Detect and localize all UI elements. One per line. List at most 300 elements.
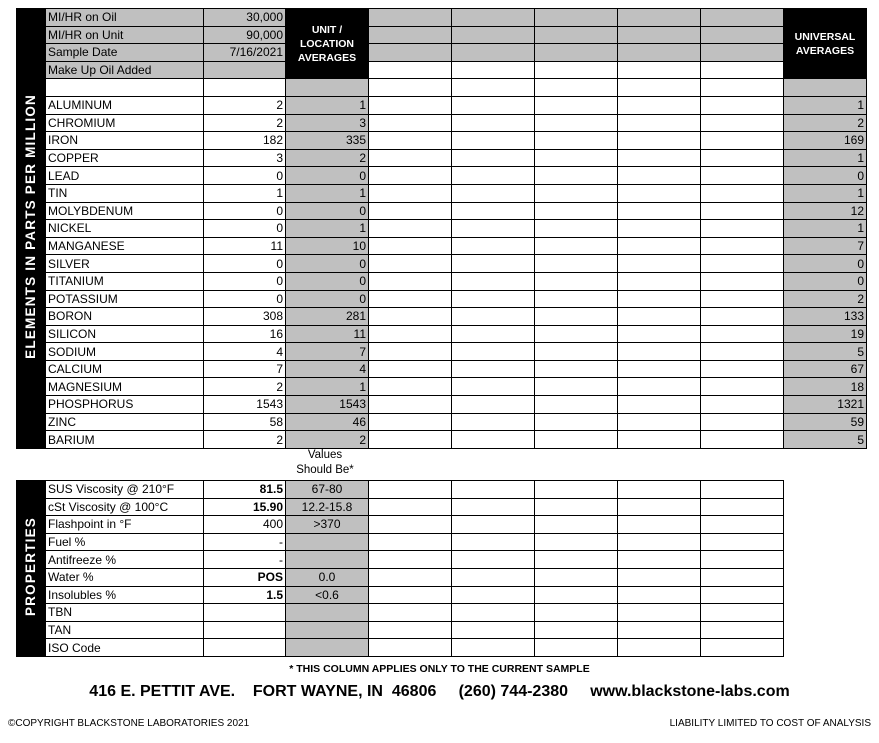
element-row: [17, 396, 867, 414]
property-name: Insolubles %: [46, 586, 204, 604]
empty-cell: [452, 290, 535, 308]
empty-cell: [452, 61, 535, 79]
property-name: Flashpoint in °F: [46, 516, 204, 534]
element-value: 58: [204, 413, 286, 431]
empty-cell: [452, 114, 535, 132]
empty-cell: [618, 396, 701, 414]
element-value: 7: [204, 360, 286, 378]
empty-cell: [701, 639, 784, 657]
empty-cell: [369, 639, 452, 657]
element-universal-average: 18: [784, 378, 867, 396]
empty-cell: [46, 79, 204, 97]
property-name: Water %: [46, 568, 204, 586]
empty-cell: [369, 290, 452, 308]
empty-cell: [452, 533, 535, 551]
element-name: ALUMINUM: [46, 96, 204, 114]
empty-cell: [618, 604, 701, 622]
element-unit-average: 11: [286, 325, 369, 343]
header-value: [204, 61, 286, 79]
header-label: Sample Date: [46, 44, 204, 62]
property-should-be: [286, 621, 369, 639]
header-label: Make Up Oil Added: [46, 61, 204, 79]
header-label: MI/HR on Oil: [46, 9, 204, 27]
empty-cell: [618, 431, 701, 449]
empty-cell: [535, 378, 618, 396]
property-row: [17, 639, 784, 657]
footnote: * THIS COLUMN APPLIES ONLY TO THE CURRENT SAMPLE: [289, 663, 590, 675]
empty-cell: [618, 360, 701, 378]
empty-cell: [701, 167, 784, 185]
empty-cell: [452, 516, 535, 534]
element-universal-average: 133: [784, 308, 867, 326]
property-row: [17, 533, 784, 551]
empty-cell: [369, 431, 452, 449]
element-unit-average: 0: [286, 272, 369, 290]
element-universal-average: 1321: [784, 396, 867, 414]
empty-cell: [452, 202, 535, 220]
empty-cell: [618, 114, 701, 132]
element-universal-average: 1: [784, 96, 867, 114]
element-row: [17, 272, 867, 290]
empty-cell: [618, 167, 701, 185]
empty-cell: [369, 308, 452, 326]
empty-cell: [452, 413, 535, 431]
element-value: 4: [204, 343, 286, 361]
element-row: [17, 308, 867, 326]
property-row: [17, 498, 784, 516]
empty-cell: [369, 586, 452, 604]
element-value: 0: [204, 290, 286, 308]
element-row: [17, 360, 867, 378]
empty-cell: [452, 149, 535, 167]
properties-side-label-cell: [17, 481, 46, 657]
element-name: BORON: [46, 308, 204, 326]
elements-side-label-cell: [17, 9, 46, 449]
element-value: 0: [204, 167, 286, 185]
empty-cell: [535, 272, 618, 290]
elements-side-label: ELEMENTS IN PARTS PER MILLION: [23, 94, 38, 359]
element-value: 2: [204, 378, 286, 396]
properties-side-label: PROPERTIES: [23, 516, 38, 616]
property-name: Fuel %: [46, 533, 204, 551]
empty-cell: [618, 61, 701, 79]
empty-cell: [369, 9, 452, 27]
element-universal-average: 1: [784, 220, 867, 238]
empty-cell: [618, 255, 701, 273]
unit-location-header: UNIT / LOCATION AVERAGES: [286, 9, 369, 79]
empty-cell: [535, 533, 618, 551]
empty-cell: [535, 604, 618, 622]
empty-cell: [701, 96, 784, 114]
empty-cell: [535, 516, 618, 534]
property-name: TBN: [46, 604, 204, 622]
empty-cell: [701, 26, 784, 44]
element-unit-average: 2: [286, 149, 369, 167]
empty-cell: [452, 237, 535, 255]
element-universal-average: 67: [784, 360, 867, 378]
element-name: IRON: [46, 132, 204, 150]
empty-cell: [452, 167, 535, 185]
empty-cell: [452, 44, 535, 62]
element-value: 1: [204, 184, 286, 202]
header-value: 90,000: [204, 26, 286, 44]
empty-cell: [618, 220, 701, 238]
empty-cell: [701, 604, 784, 622]
property-value: 81.5: [204, 481, 286, 499]
element-name: CHROMIUM: [46, 114, 204, 132]
element-value: 308: [204, 308, 286, 326]
element-universal-average: 1: [784, 149, 867, 167]
property-value: -: [204, 533, 286, 551]
element-unit-average: 1: [286, 378, 369, 396]
empty-cell: [535, 26, 618, 44]
element-universal-average: 19: [784, 325, 867, 343]
address-line: 416 E. PETTIT AVE. FORT WAYNE, IN 46806 (260) 744-2380 www.blackstone-labs.com: [89, 683, 790, 700]
element-row: [17, 413, 867, 431]
element-name: TIN: [46, 184, 204, 202]
property-should-be: [286, 639, 369, 657]
empty-cell: [369, 533, 452, 551]
element-value: 0: [204, 255, 286, 273]
header-value: 30,000: [204, 9, 286, 27]
empty-cell: [369, 272, 452, 290]
element-universal-average: 169: [784, 132, 867, 150]
empty-cell: [535, 360, 618, 378]
property-name: cSt Viscosity @ 100°C: [46, 498, 204, 516]
element-universal-average: 5: [784, 431, 867, 449]
property-should-be: [286, 533, 369, 551]
property-should-be: >370: [286, 516, 369, 534]
empty-cell: [535, 396, 618, 414]
empty-cell: [701, 132, 784, 150]
element-universal-average: 2: [784, 290, 867, 308]
element-name: NICKEL: [46, 220, 204, 238]
property-row: [17, 621, 784, 639]
empty-cell: [701, 184, 784, 202]
element-value: 0: [204, 202, 286, 220]
empty-cell: [369, 604, 452, 622]
element-value: 11: [204, 237, 286, 255]
empty-cell: [535, 149, 618, 167]
element-unit-average: 1: [286, 220, 369, 238]
element-universal-average: 0: [784, 167, 867, 185]
empty-cell: [701, 272, 784, 290]
empty-cell: [618, 237, 701, 255]
property-name: TAN: [46, 621, 204, 639]
spacer-row: [17, 79, 867, 97]
empty-cell: [535, 551, 618, 569]
empty-cell: [535, 586, 618, 604]
empty-cell: [369, 220, 452, 238]
empty-cell: [701, 516, 784, 534]
values-should-be-header: [283, 448, 367, 478]
empty-cell: [618, 26, 701, 44]
empty-cell: [701, 237, 784, 255]
element-unit-average: 10: [286, 237, 369, 255]
element-row: [17, 114, 867, 132]
empty-cell: [452, 551, 535, 569]
element-name: SODIUM: [46, 343, 204, 361]
element-unit-average: 4: [286, 360, 369, 378]
element-row: [17, 237, 867, 255]
empty-cell: [535, 44, 618, 62]
header-value: 7/16/2021: [204, 44, 286, 62]
empty-cell: [452, 132, 535, 150]
empty-cell: [701, 533, 784, 551]
empty-cell: [535, 255, 618, 273]
element-row: [17, 96, 867, 114]
liability-note: LIABILITY LIMITED TO COST OF ANALYSIS: [669, 718, 871, 729]
empty-cell: [701, 413, 784, 431]
element-unit-average: 46: [286, 413, 369, 431]
values-header-line1: Values: [307, 449, 343, 461]
element-unit-average: 0: [286, 255, 369, 273]
element-row: [17, 132, 867, 150]
property-row: [17, 481, 784, 499]
empty-cell: [369, 26, 452, 44]
empty-cell: [452, 79, 535, 97]
header-row: [17, 9, 867, 27]
element-row: [17, 431, 867, 449]
element-unit-average: 335: [286, 132, 369, 150]
empty-cell: [452, 26, 535, 44]
empty-cell: [701, 343, 784, 361]
element-row: [17, 255, 867, 273]
property-should-be: 12.2-15.8: [286, 498, 369, 516]
empty-cell: [701, 79, 784, 97]
empty-cell: [369, 167, 452, 185]
element-name: PHOSPHORUS: [46, 396, 204, 414]
element-universal-average: 2: [784, 114, 867, 132]
element-value: 1543: [204, 396, 286, 414]
empty-cell: [369, 568, 452, 586]
element-universal-average: 5: [784, 343, 867, 361]
empty-cell: [618, 290, 701, 308]
element-universal-average: 12: [784, 202, 867, 220]
element-row: [17, 290, 867, 308]
empty-cell: [369, 149, 452, 167]
empty-cell: [618, 481, 701, 499]
empty-cell: [369, 360, 452, 378]
empty-cell: [618, 9, 701, 27]
empty-cell: [452, 568, 535, 586]
element-row: [17, 184, 867, 202]
elements-table: [16, 8, 867, 449]
empty-cell: [369, 621, 452, 639]
empty-cell: [369, 255, 452, 273]
element-name: SILICON: [46, 325, 204, 343]
empty-cell: [369, 378, 452, 396]
property-row: [17, 604, 784, 622]
empty-cell: [535, 220, 618, 238]
element-value: 3: [204, 149, 286, 167]
empty-cell: [618, 621, 701, 639]
empty-cell: [535, 413, 618, 431]
empty-cell: [369, 343, 452, 361]
empty-cell: [618, 96, 701, 114]
empty-cell: [618, 184, 701, 202]
empty-cell: [535, 325, 618, 343]
empty-cell: [535, 9, 618, 27]
universal-header: UNIVERSAL AVERAGES: [784, 9, 867, 79]
empty-cell: [701, 61, 784, 79]
empty-cell: [369, 413, 452, 431]
element-row: [17, 220, 867, 238]
empty-cell: [369, 325, 452, 343]
element-name: ZINC: [46, 413, 204, 431]
element-universal-average: 7: [784, 237, 867, 255]
element-name: MOLYBDENUM: [46, 202, 204, 220]
empty-cell: [535, 481, 618, 499]
empty-cell: [452, 604, 535, 622]
empty-cell: [452, 431, 535, 449]
empty-cell: [618, 639, 701, 657]
element-unit-average: 1: [286, 184, 369, 202]
empty-cell: [452, 378, 535, 396]
element-name: BARIUM: [46, 431, 204, 449]
empty-cell: [618, 202, 701, 220]
element-value: 2: [204, 114, 286, 132]
empty-cell: [784, 79, 867, 97]
empty-cell: [618, 343, 701, 361]
header-row: [17, 44, 867, 62]
element-name: COPPER: [46, 149, 204, 167]
empty-cell: [701, 586, 784, 604]
empty-cell: [452, 184, 535, 202]
element-name: MANGANESE: [46, 237, 204, 255]
empty-cell: [701, 44, 784, 62]
property-should-be: <0.6: [286, 586, 369, 604]
empty-cell: [701, 551, 784, 569]
empty-cell: [618, 516, 701, 534]
empty-cell: [701, 220, 784, 238]
empty-cell: [369, 396, 452, 414]
element-universal-average: 0: [784, 255, 867, 273]
empty-cell: [369, 516, 452, 534]
empty-cell: [452, 586, 535, 604]
empty-cell: [701, 568, 784, 586]
element-row: [17, 378, 867, 396]
empty-cell: [618, 498, 701, 516]
values-header-line2: Should Be*: [296, 464, 354, 476]
element-name: SILVER: [46, 255, 204, 273]
empty-cell: [618, 378, 701, 396]
property-row: [17, 568, 784, 586]
element-name: MAGNESIUM: [46, 378, 204, 396]
empty-cell: [701, 9, 784, 27]
empty-cell: [452, 343, 535, 361]
element-unit-average: 1: [286, 96, 369, 114]
empty-cell: [452, 96, 535, 114]
empty-cell: [535, 290, 618, 308]
empty-cell: [618, 533, 701, 551]
element-unit-average: 0: [286, 202, 369, 220]
empty-cell: [452, 9, 535, 27]
empty-cell: [369, 498, 452, 516]
empty-cell: [618, 308, 701, 326]
element-unit-average: 7: [286, 343, 369, 361]
element-unit-average: 281: [286, 308, 369, 326]
empty-cell: [618, 586, 701, 604]
element-value: 0: [204, 272, 286, 290]
element-name: CALCIUM: [46, 360, 204, 378]
empty-cell: [452, 272, 535, 290]
empty-cell: [535, 202, 618, 220]
element-unit-average: 0: [286, 167, 369, 185]
empty-cell: [535, 96, 618, 114]
element-value: 182: [204, 132, 286, 150]
empty-cell: [535, 568, 618, 586]
empty-cell: [452, 255, 535, 273]
empty-cell: [369, 551, 452, 569]
empty-cell: [369, 184, 452, 202]
empty-cell: [701, 396, 784, 414]
empty-cell: [535, 237, 618, 255]
element-row: [17, 343, 867, 361]
property-value: 15.90: [204, 498, 286, 516]
empty-cell: [535, 132, 618, 150]
property-name: ISO Code: [46, 639, 204, 657]
empty-cell: [535, 498, 618, 516]
property-value: 1.5: [204, 586, 286, 604]
empty-cell: [701, 290, 784, 308]
empty-cell: [535, 431, 618, 449]
property-value: [204, 604, 286, 622]
element-row: [17, 149, 867, 167]
empty-cell: [452, 360, 535, 378]
empty-cell: [452, 621, 535, 639]
empty-cell: [701, 149, 784, 167]
empty-cell: [452, 325, 535, 343]
element-universal-average: 59: [784, 413, 867, 431]
empty-cell: [701, 202, 784, 220]
property-value: POS: [204, 568, 286, 586]
empty-cell: [452, 481, 535, 499]
element-universal-average: 1: [784, 184, 867, 202]
property-should-be: [286, 551, 369, 569]
empty-cell: [535, 639, 618, 657]
empty-cell: [369, 79, 452, 97]
empty-cell: [452, 220, 535, 238]
empty-cell: [535, 184, 618, 202]
empty-cell: [369, 237, 452, 255]
property-value: -: [204, 551, 286, 569]
empty-cell: [535, 114, 618, 132]
empty-cell: [618, 149, 701, 167]
properties-table: [16, 480, 784, 657]
empty-cell: [369, 61, 452, 79]
empty-cell: [535, 621, 618, 639]
empty-cell: [369, 202, 452, 220]
property-row: [17, 516, 784, 534]
element-value: 0: [204, 220, 286, 238]
element-universal-average: 0: [784, 272, 867, 290]
empty-cell: [618, 132, 701, 150]
element-row: [17, 325, 867, 343]
header-row: [17, 61, 867, 79]
property-value: [204, 639, 286, 657]
element-unit-average: 3: [286, 114, 369, 132]
empty-cell: [701, 255, 784, 273]
property-value: 400: [204, 516, 286, 534]
empty-cell: [618, 272, 701, 290]
element-row: [17, 202, 867, 220]
property-value: [204, 621, 286, 639]
empty-cell: [618, 568, 701, 586]
empty-cell: [369, 114, 452, 132]
empty-cell: [535, 167, 618, 185]
property-row: [17, 586, 784, 604]
